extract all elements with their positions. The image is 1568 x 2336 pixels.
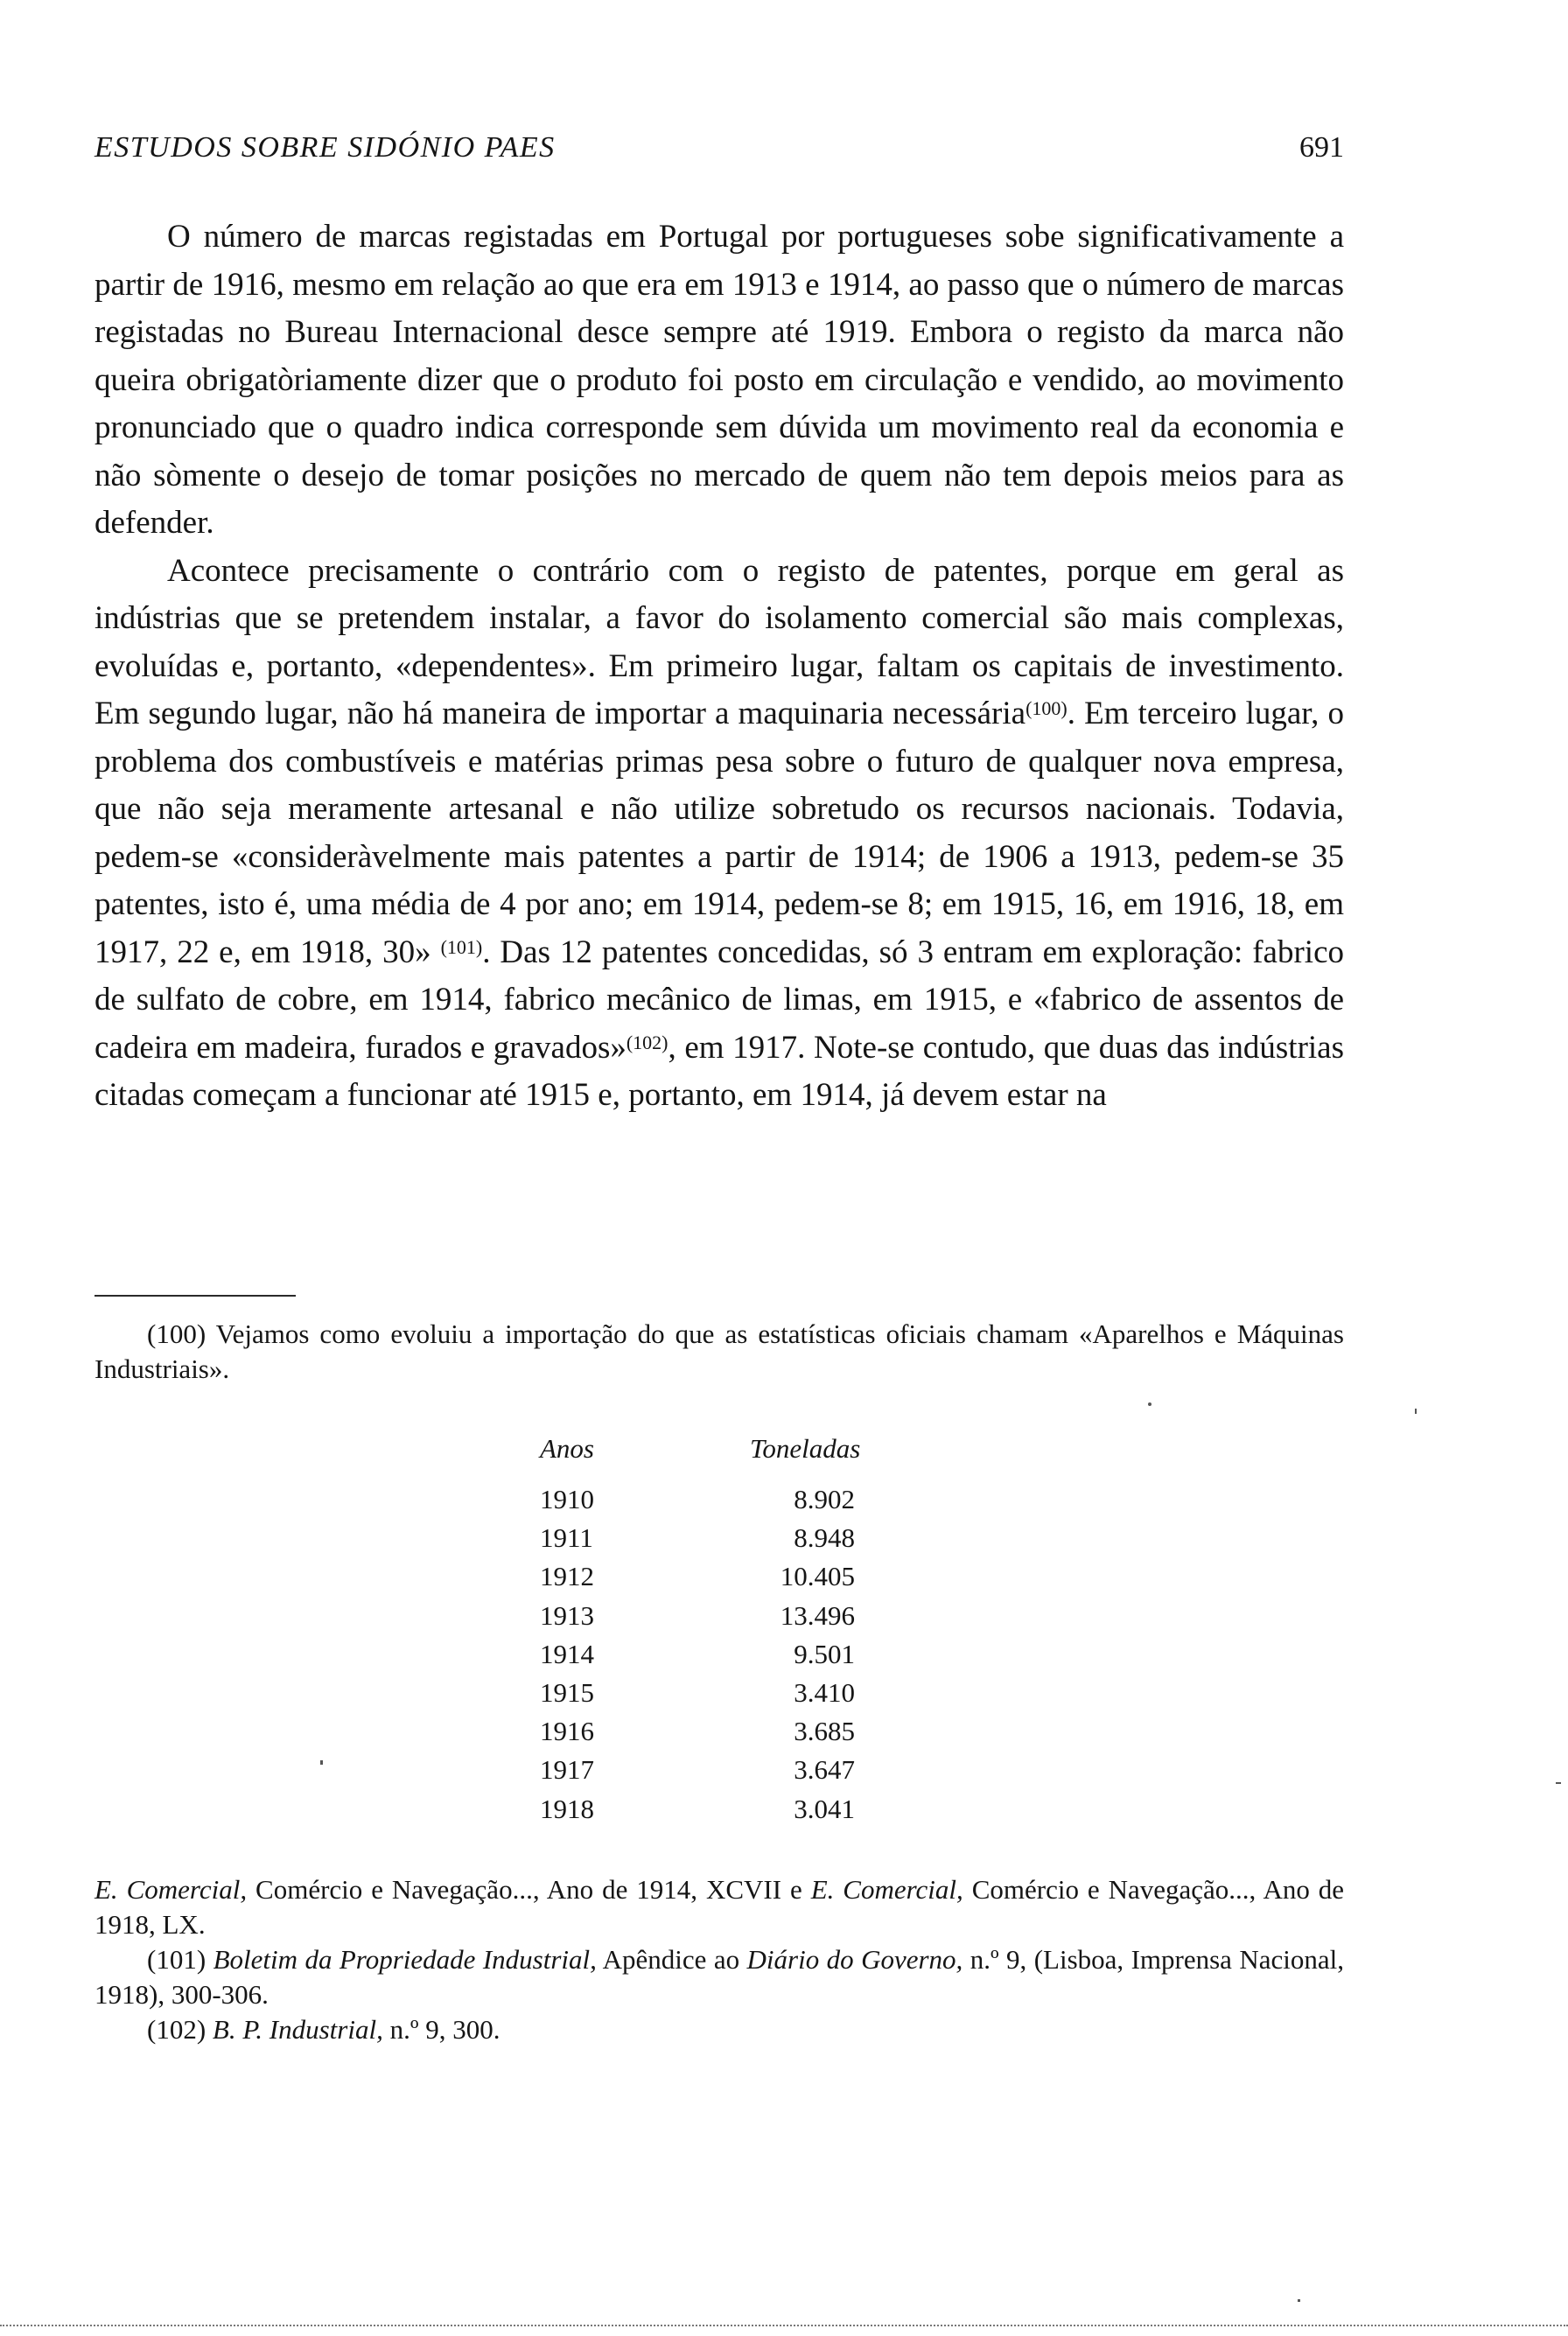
- running-head: ESTUDOS SOBRE SIDÓNIO PAES: [94, 131, 556, 164]
- page-number: 691: [1299, 131, 1344, 164]
- paragraph-1: O número de marcas registadas em Portugal por portugueses sobe significativamente a partir de 1916, mesmo em relação ao que era em 1913 e 1914, ao passo que o número de marcas registadas no Bureau Internacional desce sempre até 1919. Embora o registo da marca não queira obrigatòriamente dizer que o produto foi posto em circulação e vendido, ao movimento pronunciado que o quadro indica corresponde sem dúvida um movimento real da economia e não sòmente o desejo de tomar posições no mercado de quem não tem depois meios para as defender.: [94, 219, 1344, 541]
- paragraph-2-part-b: . Em terceiro lugar, o problema dos combustíveis e matérias primas pesa sobre o futuro de qualquer nova empresa, que não seja meramente artesanal e não utilize sobretudo os recursos nacionais. Todavia, pedem-se «consideràvelmente mais patentes a partir de 1914; de 1906 a 1913, pedem-se 35 patentes, isto é, uma média de 4 por ano; em 1914, pedem-se 8; em 1915, 16, em 1916, 18, em 1917, 22 e, em 1918, 30»: [94, 696, 1344, 970]
- tonnage-cell: 8.948: [794, 1522, 855, 1554]
- paragraph-2: [94, 548, 1344, 1120]
- footnote-ref-101: (101): [440, 935, 483, 958]
- column-header-toneladas: Toneladas: [750, 1433, 861, 1464]
- tonnage-cell: 3.041: [794, 1793, 855, 1824]
- footnote-101-text-2: n.º 9, (Lisboa, Imprensa Nacional, 1918), 300-306.: [94, 1944, 1345, 2010]
- table-row: [536, 1716, 903, 1754]
- source-citation: [94, 1872, 1344, 1942]
- footnote-100: [94, 1317, 1344, 1387]
- table-header: [536, 1433, 903, 1484]
- table-row: [536, 1561, 903, 1599]
- year-cell: 1913: [540, 1599, 594, 1631]
- footnote-101-number: (101): [147, 1944, 206, 1975]
- paragraph-2-part-a: Acontece precisamente o contrário com o registo de patentes, porque em geral as indústrias que se pretendem instalar, a favor do isolamento comercial são mais complexas, evoluídas e, portanto, «dependentes». Em primeiro lugar, faltam os capitais de investimento. Em segundo lugar, não há maneira de importar a maquinaria necessária: [94, 552, 1344, 731]
- table-row: [536, 1522, 903, 1561]
- footnote-separator: [94, 1295, 296, 1297]
- body-text: [94, 213, 1344, 1120]
- footnote-100-number: (100): [147, 1318, 206, 1349]
- footnote-102-text: n.º 9, 300.: [389, 2014, 500, 2045]
- table-row: [536, 1794, 903, 1832]
- year-cell: 1912: [540, 1561, 594, 1592]
- footnote-101-italic-2: Diário do Governo,: [746, 1944, 963, 1975]
- table-row: [536, 1600, 903, 1639]
- source-italic-1: E. Comercial,: [94, 1874, 248, 1905]
- year-cell: 1910: [540, 1484, 594, 1514]
- footnote-101-text-1: Apêndice ao: [602, 1944, 740, 1975]
- speck: [1556, 1782, 1561, 1784]
- year-cell: 1914: [540, 1638, 594, 1669]
- speck: [320, 1760, 323, 1765]
- column-header-anos: Anos: [540, 1433, 594, 1464]
- tonnage-cell: 3.647: [794, 1754, 855, 1786]
- year-cell: 1916: [540, 1716, 594, 1747]
- year-cell: 1911: [540, 1522, 593, 1554]
- table-row: [536, 1754, 903, 1793]
- imports-table: [536, 1433, 903, 1832]
- year-cell: 1915: [540, 1676, 594, 1708]
- table-row: [536, 1639, 903, 1677]
- tonnage-cell: 9.501: [794, 1638, 855, 1669]
- paragraph-2-part-c: . Das 12 patentes concedidas, só 3 entram em exploração: fabrico de sulfato de cobre, em 1914, fabrico mecânico de limas, em 1915, e «fabrico de assentos de cadeira em madeira, furados e gravados»: [94, 934, 1345, 1066]
- paragraph-2-part-d: , em 1917. Note-se contudo, que duas das indústrias citadas começam a funcionar até 1915 e, portanto, em 1914, já devem estar na: [94, 1029, 1344, 1113]
- year-cell: 1918: [540, 1793, 594, 1824]
- footnote-101: [94, 1942, 1344, 2012]
- footnote-102: [94, 2012, 1344, 2047]
- scan-edge-line: [0, 2325, 1568, 2326]
- tonnage-cell: 3.410: [794, 1676, 855, 1708]
- table-row: [536, 1484, 903, 1522]
- page-header: [94, 131, 1344, 175]
- footnote-102-italic: B. P. Industrial,: [212, 2014, 383, 2045]
- footnote-ref-100: (100): [1026, 697, 1068, 719]
- footnote-ref-102: (102): [626, 1031, 668, 1053]
- tonnage-cell: 8.902: [794, 1484, 855, 1514]
- year-cell: 1917: [540, 1754, 594, 1786]
- tonnage-cell: 13.496: [780, 1599, 855, 1631]
- source-text-2: Comércio e Navegação..., Ano de 1918, LX.: [94, 1874, 1345, 1940]
- speck: [1148, 1402, 1152, 1406]
- footnote-101-italic-1: Boletim da Propriedade Industrial,: [213, 1944, 597, 1975]
- speck: [1415, 1409, 1417, 1414]
- speck: [1298, 2299, 1300, 2302]
- footnotes-continued: [94, 1872, 1344, 2047]
- source-text-1: Comércio e Navegação..., Ano de 1914, XCVII e: [256, 1874, 802, 1905]
- source-italic-2: E. Comercial,: [810, 1874, 963, 1905]
- tonnage-cell: 10.405: [780, 1561, 855, 1592]
- tonnage-cell: 3.685: [794, 1716, 855, 1747]
- footnote-102-number: (102): [147, 2014, 206, 2045]
- table-row: [536, 1677, 903, 1716]
- footnote-100-text: Vejamos como evoluiu a importação do que as estatísticas oficiais chamam «Aparelhos e Máquinas Industriais».: [94, 1318, 1344, 1384]
